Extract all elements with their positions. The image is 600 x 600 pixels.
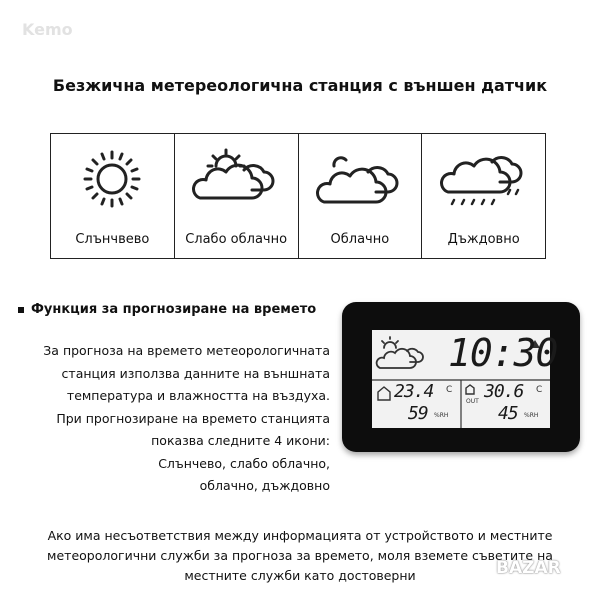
page-title: Безжична метереологична станция с външен датчик (52, 76, 548, 95)
lcd-outdoor-humidity-unit: %RH (524, 412, 539, 419)
disclaimer-line: метеорологични служби за прогноза за времето, моля вземете съветите на (47, 548, 553, 563)
lcd-outdoor-icon (466, 385, 474, 394)
cloudy-icon (310, 144, 410, 214)
sun-icon (77, 144, 147, 214)
sun-cloud-icon (186, 144, 286, 214)
weather-station-device (342, 302, 580, 452)
feature-line: За прогноза на времето метеорологичната (43, 343, 330, 358)
disclaimer-line: Ако има несъответствия между информацията от устройството и местните (47, 528, 553, 543)
lcd-indoor-temp-unit: C (446, 385, 453, 395)
rain-icon (434, 144, 534, 224)
bullet-icon (18, 307, 24, 313)
lcd-outdoor-humidity: 45 (498, 403, 518, 424)
feature-line: Слънчево, слабо облачно, (158, 455, 330, 471)
lcd-indoor-humidity-unit: %RH (434, 412, 449, 419)
lcd-indoor-temp: 23.4 (394, 381, 434, 402)
lcd-time: 10:30 (448, 331, 558, 375)
feature-title-text: Функция за прогнозиране на времето (31, 302, 317, 317)
forecast-icons-table (50, 133, 546, 259)
feature-line: температура и влажността на въздуха. (66, 388, 330, 403)
lcd-indoor-humidity: 59 (408, 403, 428, 424)
forecast-label-rainy: Дъждовно (447, 232, 520, 247)
forecast-cell-partly-cloudy (175, 134, 299, 258)
forecast-cell-sunny (51, 134, 175, 258)
watermark-kemo: Kemo (22, 20, 73, 39)
feature-line: облачно, дъждовно (199, 478, 330, 493)
feature-line: При прогнозиране на времето станцията (56, 410, 330, 426)
forecast-label-partly-cloudy: Слабо облачно (185, 232, 288, 247)
feature-description (0, 340, 330, 498)
forecast-cell-rainy (422, 134, 545, 258)
lcd-house-icon (378, 387, 390, 400)
forecast-label-cloudy: Облачно (330, 232, 390, 247)
feature-line: станция използва данните на външната (61, 365, 330, 381)
lcd-outdoor-temp-unit: C (536, 385, 543, 395)
lcd-outdoor-temp: 30.6 (484, 381, 524, 402)
feature-heading (18, 302, 316, 317)
feature-line: показва следните 4 икони: (151, 433, 330, 448)
forecast-label-sunny: Слънчвево (75, 232, 150, 247)
lcd-out-label: OUT (466, 398, 479, 405)
disclaimer-line: местните служби като достоверни (184, 568, 416, 583)
lcd-screen (372, 330, 558, 428)
watermark-bazar: BAZAR (496, 558, 561, 578)
lcd-sun-cloud-icon (377, 337, 423, 368)
forecast-cell-cloudy (299, 134, 423, 258)
